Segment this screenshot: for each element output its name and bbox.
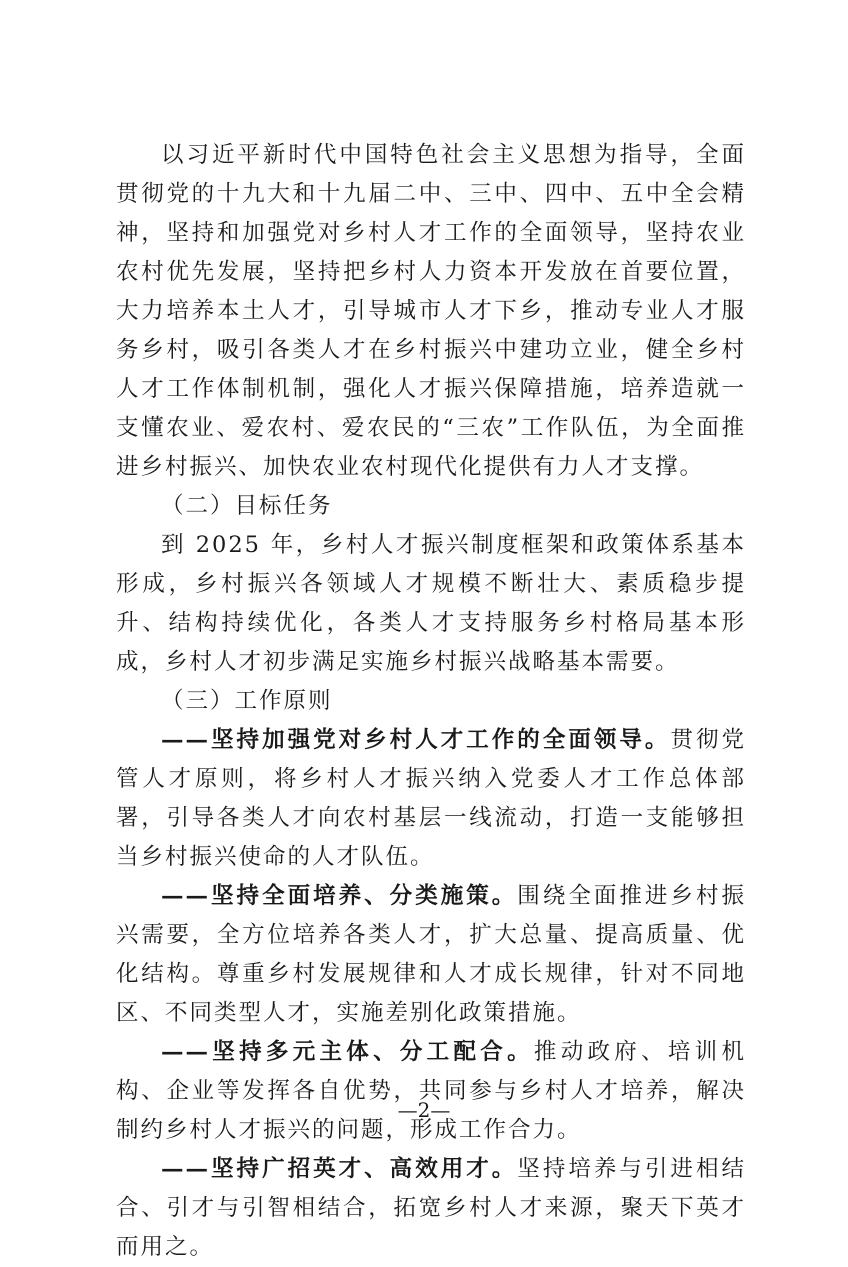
principle-2-lead: ——坚持全面培养、分类施策。 [161,883,518,909]
section-heading-goals: （二）目标任务 [161,493,333,519]
principle-1-body: 贯彻党管人才原则，将乡村人才振兴纳入党委人才工作总体部署，引导各类人才向农村基层一线流动，打造一支能够担当乡村振兴使命的人才队伍。 [116,727,746,870]
page-number: —2— [397,1098,451,1122]
principle-4-body: 坚持培养与引进相结合、引才与引智相结合，拓宽乡村人才来源，聚天下英才而用之。 [116,1156,746,1260]
principle-3-lead: ——坚持多元主体、分工配合。 [161,1039,534,1065]
principle-paragraph-3 [116,1033,746,1150]
principle-2-body: 围绕全面推进乡村振兴需要，全方位培养各类人才，扩大总量、提高质量、优化结构。尊重乡村发展规律和人才成长规律，针对不同地区、不同类型人才，实施差别化政策措施。 [116,883,746,1026]
principle-4-lead: ——坚持广招英才、高效用才。 [161,1156,518,1182]
section-heading-principles: （三）工作原则 [161,688,333,714]
principle-paragraph-4 [116,1150,746,1267]
principle-1-lead: ——坚持加强党对乡村人才工作的全面领导。 [161,727,671,753]
principle-paragraph-1 [116,721,746,877]
principle-3-body: 推动政府、培训机构、企业等发挥各自优势，共同参与乡村人才培养，解决制约乡村人才振兴的问题，形成工作合力。 [116,1039,746,1143]
goal-paragraph: 到 2025 年，乡村人才振兴制度框架和政策体系基本形成，乡村振兴各领域人才规模不断壮大、素质稳步提升、结构持续优化，各类人才支持服务乡村格局基本形成，乡村人才初步满足实施乡村振兴战略基本需要。 [116,532,746,675]
principle-paragraph-2 [116,877,746,1033]
intro-paragraph: 以习近平新时代中国特色社会主义思想为指导，全面贯彻党的十九大和十九届二中、三中、四中、五中全会精神，坚持和加强党对乡村人才工作的全面领导，坚持农业农村优先发展，坚持把乡村人力资本开发放在首要位置，大力培养本土人才，引导城市人才下乡，推动专业人才服务乡村，吸引各类人才在乡村振兴中建功立业，健全乡村人才工作体制机制，强化人才振兴保障措施，培养造就一支懂农业、爱农村、爱农民的“三农”工作队伍，为全面推进乡村振兴、加快农业农村现代化提供有力人才支撑。 [116,142,746,480]
